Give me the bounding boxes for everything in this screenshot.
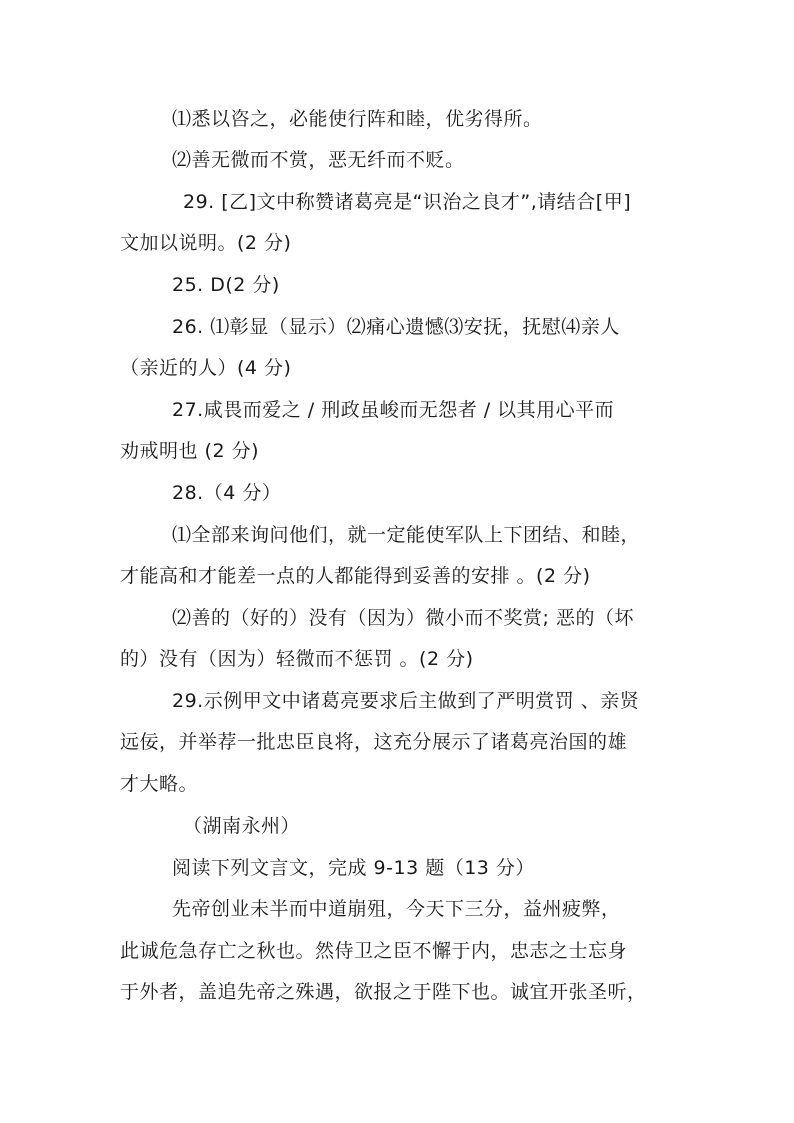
passage-line-2: 此诚危急存亡之秋也。然侍卫之臣不懈于内，忠志之士忘身 <box>120 940 628 962</box>
question-29-line-1: 29. [乙]文中称赞诸葛亮是“识治之良才”,请结合[甲] <box>183 191 632 213</box>
answer-29-line-3: 才大略。 <box>120 773 199 795</box>
section-source-label: （湖南永州） <box>183 815 301 837</box>
answer-28-1-line-2: 才能高和才能差一点的人都能得到妥善的安排 。(2 分) <box>120 565 591 587</box>
reading-instruction: 阅读下列文言文，完成 9-13 题（13 分） <box>172 857 535 879</box>
answer-line-28-2-original: ⑵善无微而不赏，恶无纤而不贬。 <box>172 149 465 171</box>
question-29-line-2: 文加以说明。(2 分) <box>120 232 292 254</box>
answer-29-line-1: 29.示例甲文中诸葛亮要求后主做到了严明赏罚 、亲贤 <box>172 690 640 712</box>
passage-line-1: 先帝创业未半而中道崩殂，今天下三分，益州疲弊， <box>172 898 621 920</box>
answer-line-28-1-original: ⑴悉以咨之，必能使行阵和睦，优劣得所。 <box>172 108 543 130</box>
answer-28-2-line-1: ⑵善的（好的）没有（因为）微小而不奖赏; 恶的（坏 <box>172 607 634 629</box>
answer-25: 25. D(2 分) <box>172 274 280 296</box>
answer-28-heading: 28.（4 分） <box>172 482 282 504</box>
answer-26-line-2: （亲近的人）(4 分) <box>120 357 292 379</box>
answer-27-line-1: 27.咸畏而爱之 / 刑政虽峻而无怨者 / 以其用心平而 <box>172 399 615 421</box>
answer-28-1-line-1: ⑴全部来询问他们，就一定能使军队上下团结、和睦， <box>172 524 641 546</box>
answer-27-line-2: 劝戒明也 (2 分) <box>120 440 259 462</box>
answer-29-line-2: 远佞，并举荐一批忠臣良将，这充分展示了诸葛亮治国的雄 <box>120 731 628 753</box>
answer-26-line-1: 26. ⑴彰显（显示）⑵痛心遗憾⑶安抚，抚慰⑷亲人 <box>172 316 620 338</box>
passage-line-3: 于外者，盖追先帝之殊遇，欲报之于陛下也。诚宜开张圣听， <box>120 981 647 1003</box>
answer-28-2-line-2: 的）没有（因为）轻微而不惩罚 。(2 分) <box>120 648 474 670</box>
